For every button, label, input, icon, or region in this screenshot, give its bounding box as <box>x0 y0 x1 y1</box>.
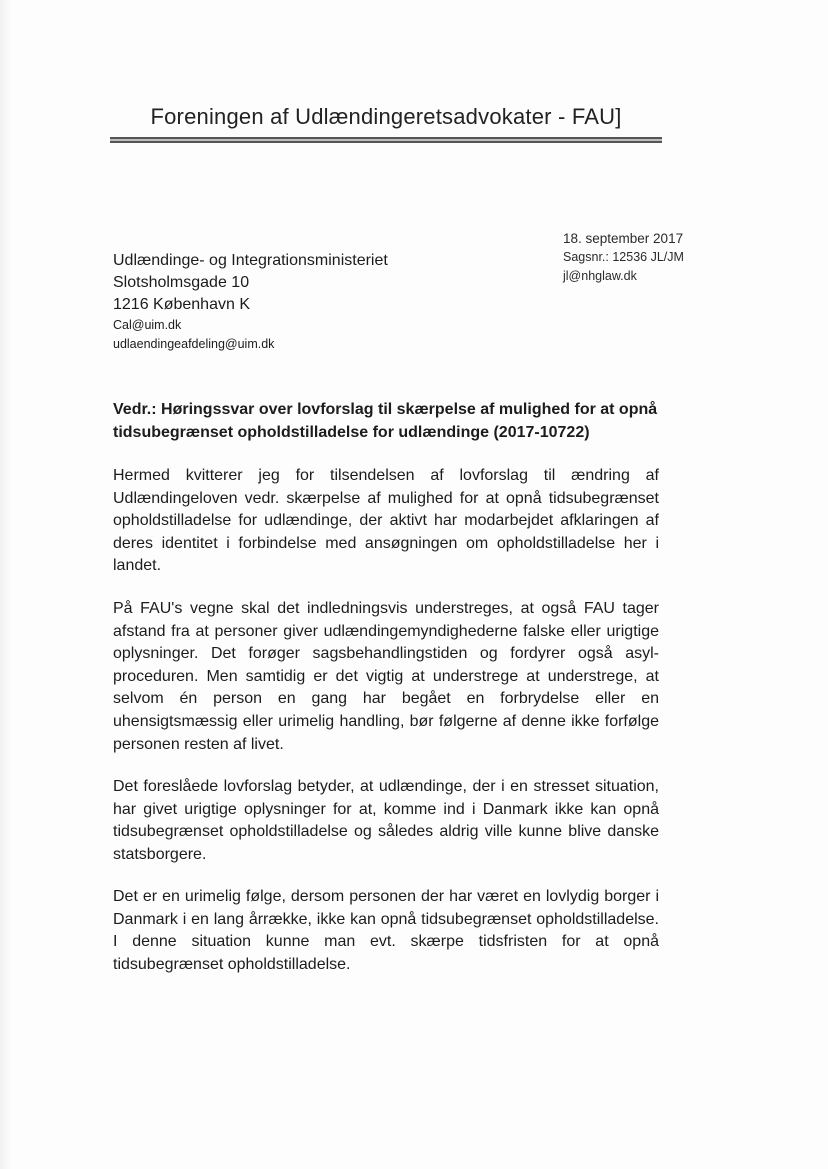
recipient-address <box>113 250 388 354</box>
scan-edge-shadow <box>0 0 12 1169</box>
body-paragraph-3: Det foreslåede lovforslag betyder, at udlændinge, der i en stresset situation, har givet urigtige oplysninger for at, komme ind i Danmark ikke kan opnå tidsubegrænset opholdstilladelse og således aldrig ville kunne blive danske statsborgere. <box>113 778 659 863</box>
recipient-name: Udlændinge- og Integrationsministeriet <box>113 252 388 269</box>
letterhead-rule <box>110 137 662 143</box>
letterhead-title: Foreningen af Udlændingeretsadvokater - FAU] <box>150 104 622 129</box>
letter-meta <box>563 229 684 286</box>
body-paragraph-4: Det er en urimelig følge, dersom personen der har været en lovlydig borger i Danmark i en lang årrække, ikke kan opnå tidsubegrænset opholdstilladelse. I denne situation kunne man evt. skærpe tidsfristen for at opnå tidsubegrænset opholdstilladelse. <box>113 888 659 973</box>
recipient-email-1: Cal@uim.dk <box>113 318 182 332</box>
recipient-street: Slotsholmsgade 10 <box>113 274 250 291</box>
sender-email: jl@nhglaw.dk <box>563 269 637 283</box>
body-paragraph-2: På FAU's vegne skal det indledningsvis understreges, at også FAU tager afstand fra at personer giver udlændingemyndighederne falske eller urigtige oplysninger. Det forøger sagsbehandlingstiden og fordyrer også asyl-proceduren. Men samtidig er det vigtig at understrege at understrege, at selvom én person en gang har begået en forbrydelse eller en uhensigtsmæssig eller urimelig handling, bør følgerne af denne ikke forfølge personen resten af livet. <box>113 600 659 753</box>
letter-subject: Vedr.: Høringssvar over lovforslag til skærpelse af mulighed for at opnå tidsubegrænset opholdstilladelse for udlændinge (2017-10722) <box>113 401 658 441</box>
recipient-email-2: udlaendingeafdeling@uim.dk <box>113 337 275 351</box>
body-paragraph-1: Hermed kvitterer jeg for tilsendelsen af lovforslag til ændring af Udlændingeloven vedr. skærpelse af mulighed for at opnå tidsubegrænset opholdstilladelse for udlændinge, der aktivt har modarbejdet afklaringen af deres identitet i forbindelse med ansøgningen om opholdstilladelse her i landet. <box>113 467 659 575</box>
recipient-city: 1216 København K <box>113 296 250 313</box>
case-number: Sagsnr.: 12536 JL/JM <box>563 250 684 264</box>
letter-date: 18. september 2017 <box>563 231 684 246</box>
